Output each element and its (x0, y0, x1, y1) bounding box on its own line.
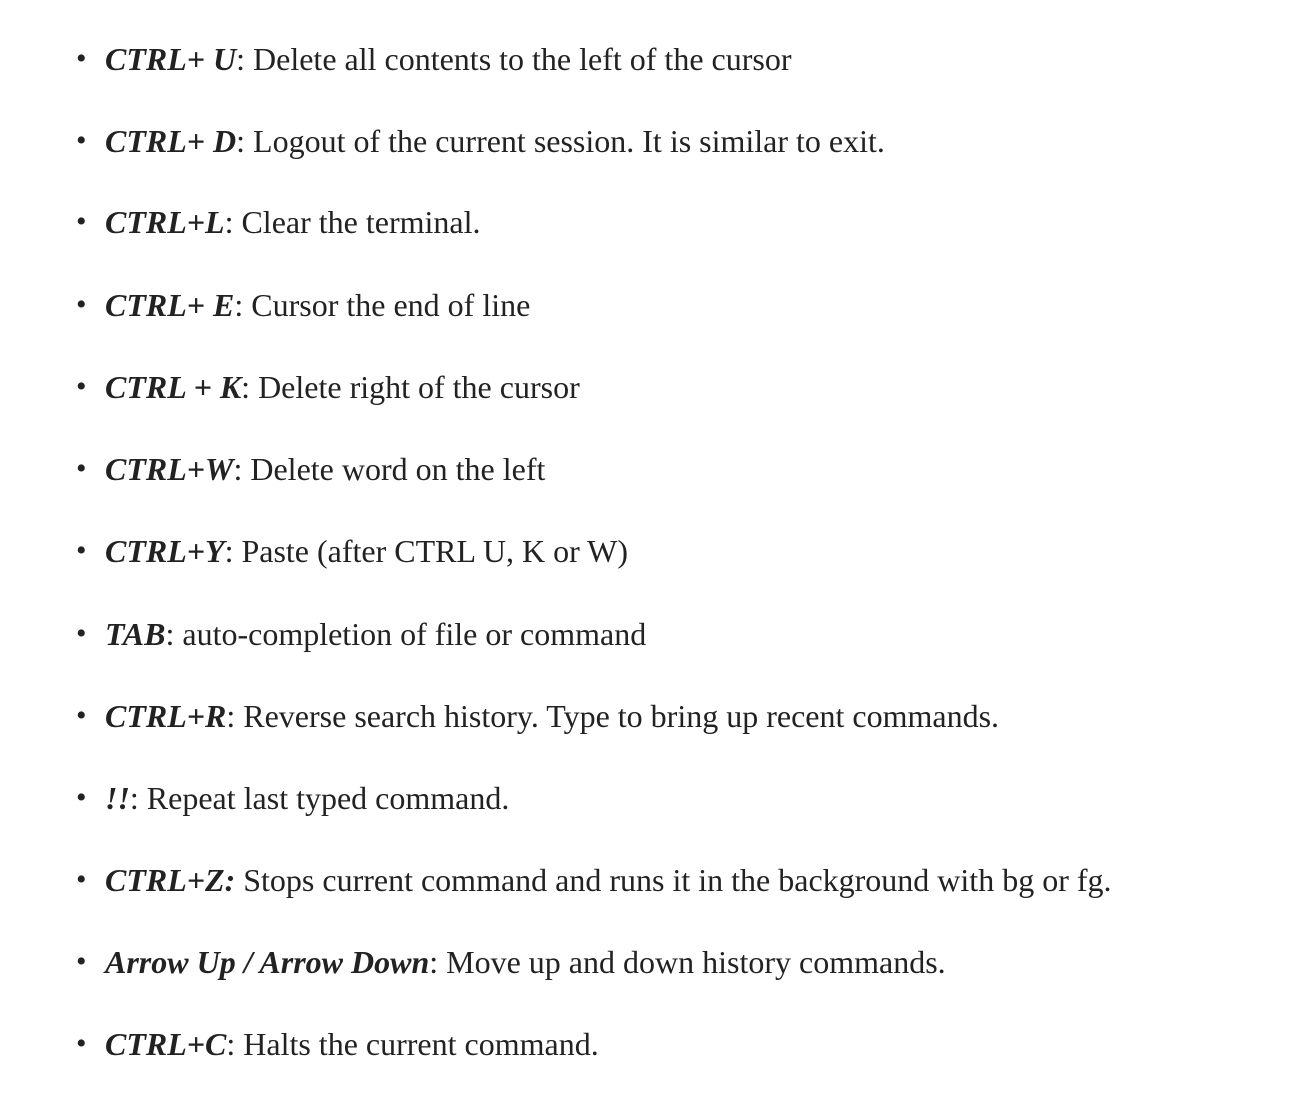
shortcut-key: CTRL+C (105, 1026, 227, 1062)
item-text (105, 39, 791, 79)
separator: : (226, 1026, 236, 1062)
separator: : (224, 204, 234, 240)
shortcut-key: !! (105, 780, 130, 816)
item-text (105, 614, 646, 654)
shortcut-key: TAB (105, 616, 166, 652)
separator: : (226, 698, 236, 734)
shortcut-description: Delete all contents to the left of the cursor (245, 41, 792, 77)
shortcut-key: CTRL+ U (105, 41, 237, 77)
list-item (0, 614, 1296, 654)
bullet-icon: • (76, 288, 87, 321)
list-item (0, 1024, 1296, 1064)
list-item (0, 202, 1296, 242)
bullet-icon: • (76, 699, 87, 732)
item-text (105, 367, 580, 407)
bullet-icon: • (76, 617, 87, 650)
shortcut-description: auto-completion of file or command (174, 616, 647, 652)
item-text (105, 449, 545, 489)
bullet-icon: • (76, 1027, 87, 1060)
bullet-icon: • (76, 945, 87, 978)
shortcut-key: CTRL+ D (105, 123, 237, 159)
bullet-icon: • (76, 534, 87, 567)
shortcut-description: Move up and down history commands. (438, 944, 946, 980)
item-text (105, 531, 628, 571)
shortcut-description: Logout of the current session. It is similar to exit. (245, 123, 885, 159)
list-item (0, 778, 1296, 818)
bullet-icon: • (76, 370, 87, 403)
list-item (0, 531, 1296, 571)
separator: : (165, 616, 175, 652)
list-item (0, 121, 1296, 161)
item-text (105, 860, 1112, 900)
shortcut-key: CTRL+ E (105, 287, 235, 323)
separator: : (241, 369, 251, 405)
item-text (105, 696, 999, 736)
shortcut-description: Delete right of the cursor (250, 369, 580, 405)
list-item (0, 860, 1296, 900)
shortcut-key: CTRL+R (105, 698, 227, 734)
shortcut-description: Paste (after CTRL U, K or W) (233, 533, 629, 569)
shortcut-description: Halts the current command. (235, 1026, 599, 1062)
separator: : (234, 287, 244, 323)
list-item (0, 285, 1296, 325)
list-item (0, 696, 1296, 736)
bullet-icon: • (76, 205, 87, 238)
shortcut-key: CTRL+Y (105, 533, 225, 569)
shortcut-description: Delete word on the left (242, 451, 546, 487)
bullet-icon: • (76, 452, 87, 485)
shortcut-key: CTRL+W (105, 451, 234, 487)
shortcut-description: Stops current command and runs it in the background with bg or fg. (235, 862, 1112, 898)
separator: : (429, 944, 439, 980)
bullet-icon: • (76, 124, 87, 157)
item-text (105, 942, 946, 982)
list-item (0, 39, 1296, 79)
separator: : (129, 780, 139, 816)
item-text (105, 1024, 599, 1064)
shortcut-key: CTRL+L (105, 204, 225, 240)
item-text (105, 778, 509, 818)
separator: : (236, 123, 246, 159)
list-item (0, 942, 1296, 982)
bullet-icon: • (76, 863, 87, 896)
shortcut-key: Arrow Up / Arrow Down (105, 944, 430, 980)
bullet-icon: • (76, 42, 87, 75)
shortcut-description: Clear the terminal. (233, 204, 481, 240)
separator: : (224, 533, 234, 569)
separator: : (233, 451, 243, 487)
shortcut-description: Repeat last typed command. (138, 780, 510, 816)
item-text (105, 121, 885, 161)
shortcut-key: CTRL + K (105, 369, 242, 405)
list-item (0, 449, 1296, 489)
shortcut-description: Reverse search history. Type to bring up recent commands. (235, 698, 1000, 734)
shortcut-description: Cursor the end of line (243, 287, 531, 323)
item-text (105, 285, 530, 325)
bullet-icon: • (76, 781, 87, 814)
item-text (105, 202, 480, 242)
separator: : (236, 41, 246, 77)
shortcut-key: CTRL+Z: (105, 862, 236, 898)
list-item (0, 367, 1296, 407)
